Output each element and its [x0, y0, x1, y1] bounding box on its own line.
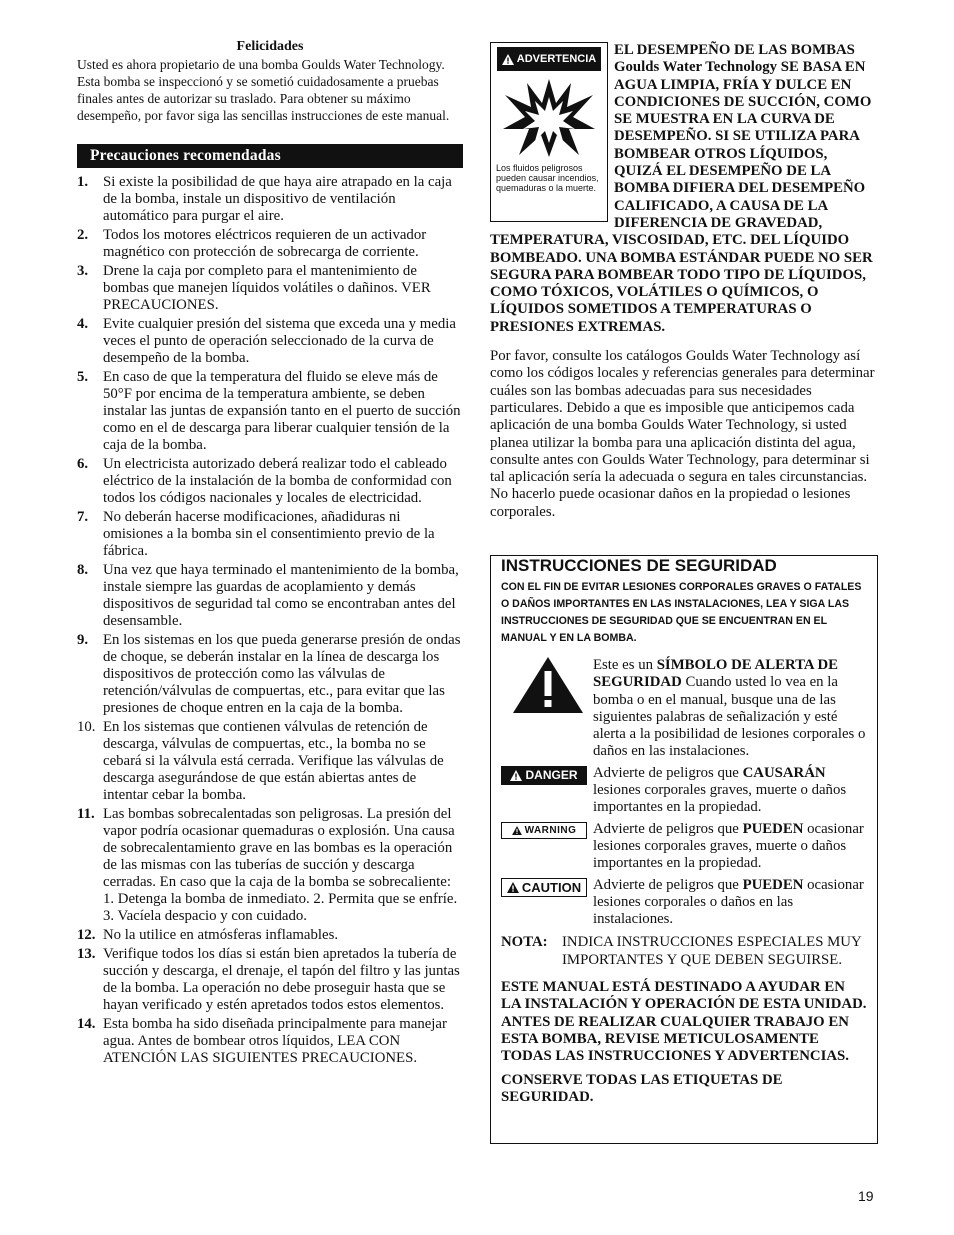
precautions-heading: Precauciones recomendadas: [77, 144, 463, 168]
list-item: 14. Esta bomba ha sido diseñada principalmente para manejar agua. Antes de bombear otros líquidos, LEA CON ATENCIÓN LAS SIGUIENTES PRECAUCIONES.: [77, 1016, 447, 1066]
warning-badge: WARNING: [501, 822, 587, 839]
safety-instructions-box: [490, 555, 878, 1144]
list-item: 5. En caso de que la temperatura del fluido se eleve más de 50°F por encima de la temperatura ambiente, se deben instalar las juntas de expansión tanto en el puerto de succión como en el de descarga para liberar cualquier tensión de la caja de la bomba.: [77, 369, 461, 453]
nota-text: INDICA INSTRUCCIONES ESPECIALES MUY IMPORTANTES Y QUE DEBEN SEGUIRSE.: [562, 934, 862, 968]
advertencia-section: [490, 42, 878, 336]
list-item: 7. No deberán hacerse modificaciones, añadiduras ni omisiones a la bomba sin el consentimiento previo de la fábrica.: [77, 509, 435, 559]
intro-body: Usted es ahora propietario de una bomba Goulds Water Technology. Esta bomba se inspeccionó y se sometió cuidadosamente a pruebas finales antes de autorizar su traslado. Para obtener su máximo desempeño, por favor siga las sencillas instrucciones de este manual.: [77, 57, 450, 123]
advertencia-box: [490, 42, 608, 222]
right-column: [490, 42, 878, 521]
list-item: 2. Todos los motores eléctricos requieren de un activador magnético con protección de sobrecarga de corriente.: [77, 227, 427, 260]
nota-row: [501, 934, 867, 969]
left-column: [77, 38, 463, 1069]
manual-notice: ESTE MANUAL ESTÁ DESTINADO A AYUDAR EN LA INSTALACIÓN Y OPERACIÓN DE ESTA UNIDAD. ANTES DE REALIZAR CUALQUIER TRABAJO EN ESTA BOMBA, REVISE METICULOSAMENTE TODAS LAS INSTRUCCIONES Y ADVERTENCIAS.: [501, 979, 867, 1065]
safety-title: INSTRUCCIONES DE SEGURIDAD: [501, 556, 777, 575]
alert-triangle-icon: [502, 54, 514, 65]
list-item: 13. Verifique todos los días si están bien apretados la tubería de succión y descarga, el drenaje, el tapón del filtro y las juntas de la bomba. La operación no debe proseguir hasta que se hayan verificado y estén apretados todos estos elementos.: [77, 946, 460, 1013]
list-item: 1. Si existe la posibilidad de que haya aire atrapado en la caja de la bomba, instale un dispositivo de ventilación automático para purgar el aire.: [77, 174, 452, 224]
list-item: 11. Las bombas sobrecalentadas son peligrosas. La presión del vapor podría ocasionar quemaduras o explosión. Una causa de sobrecalentamiento grave en las bombas es la operación de las mismas con las tuberías de succión y descarga cerradas. En caso que la caja de la bomba se sobrecaliente: 1. Detenga la bomba de inmediato. 2. Permita que se enfríe. 3. Vacíela despacio y con cuidado.: [77, 806, 458, 924]
safety-alert-symbol-icon: [513, 657, 583, 713]
alert-triangle-icon: [507, 882, 519, 893]
advertencia-text: EL DESEMPEÑO DE LAS BOMBAS Goulds Water Technology SE BASA EN AGUA LIMPIA, FRÍA Y DULCE EN CONDICIONES DE SUCCIÓN, COMO SE MUESTRA EN LA CURVA DE DESEMPEÑO. SI SE UTILIZA PARA BOMBEAR OTROS LÍQUIDOS, QUIZÁ EL DESEMPEÑO DE LA BOMBA DIFIERA DEL DESEMPEÑO CALIFICADO, A CAUSA DE LA DIFERENCIA DE GRAVEDAD, TEMPERATURA, VISCOSIDAD, ETC. DEL LÍQUIDO BOMBEADO. UNA BOMBA ESTÁNDAR PUEDE NO SER SEGURA PARA BOMBEAR TODO TIPO DE LÍQUIDOS, COMO TÓXICOS, VOLÁTILES O QUÍMICOS, O LÍQUIDOS SOMETIDOS A TEMPERATURAS O PRESIONES EXTREMAS.: [490, 42, 873, 335]
conserve-notice: CONSERVE TODAS LAS ETIQUETAS DE SEGURIDAD.: [501, 1071, 783, 1105]
alert-symbol-row: Este es un SÍMBOLO DE ALERTA DE SEGURIDAD Cuando usted lo vea en la bomba o en el manual, busque una de las siguientes palabras de señalización y esté alerta a la posibilidad de lesiones corporales o daños en las instalaciones.: [501, 657, 867, 761]
list-item: 12. No la utilice en atmósferas inflamables.: [77, 927, 339, 943]
nota-label: NOTA:: [501, 934, 548, 951]
list-item: 9. En los sistemas en los que pueda generarse presión de ondas de choque, se deberán instalar en la línea de descarga los dispositivos de protección como las válvulas de retención/válvulas de compuertas, etc., para evitar que las presiones de choque entren en la caja de la bomba.: [77, 632, 461, 716]
consult-paragraph: Por favor, consulte los catálogos Goulds Water Technology así como los códigos locales y referencias generales para determinar cuáles son las bombas adecuadas para sus necesidades particulares. Debido a que es imposible que anticipemos cada aplicación de una bomba Goulds Water Technology, si usted planea utilizar la bomba para una aplicación distinta del agua, consulte antes con Goulds Water Technology, para determinar si tal aplicación sería la adecuada o segura en tales circunstancias. No hacerlo puede ocasionar daños en la propiedad o lesiones corporales.: [490, 348, 875, 520]
page-number: 19: [858, 1188, 874, 1204]
precautions-list: [77, 174, 463, 1067]
caution-badge: CAUTION: [501, 878, 587, 897]
alert-triangle-icon: [510, 770, 522, 781]
explosion-icon: [501, 77, 597, 159]
intro-title: Felicidades: [236, 39, 304, 54]
caution-row: CAUTION Advierte de peligros que PUEDEN ocasionar lesiones corporales o daños en las instalaciones.: [501, 877, 867, 929]
list-item: 6. Un electricista autorizado deberá realizar todo el cableado eléctrico de la instalación de la bomba de conformidad con todos los códigos nacionales y locales de electricidad.: [77, 456, 452, 506]
list-item: 3. Drene la caja por completo para el mantenimiento de bombas que manejen líquidos volátiles o dañinos. VER PRECAUCIONES.: [77, 263, 431, 313]
list-item: 4. Evite cualquier presión del sistema que exceda una y media veces el punto de operación seleccionado de la curva de desempeño de la bomba.: [77, 316, 456, 366]
alert-triangle-icon: [512, 826, 522, 835]
danger-row: DANGER Advierte de peligros que CAUSARÁN lesiones corporales graves, muerte o daños importantes en la propiedad.: [501, 765, 867, 817]
list-item: 8. Una vez que haya terminado el mantenimiento de la bomba, instale siempre las guardas de acoplamiento y demás dispositivos de seguridad tal como se encontraban antes del desensamble.: [77, 562, 459, 629]
advertencia-label: ADVERTENCIA: [497, 47, 601, 71]
danger-badge: DANGER: [501, 766, 587, 785]
safety-lead: CON EL FIN DE EVITAR LESIONES CORPORALES GRAVES O FATALES O DAÑOS IMPORTANTES EN LAS INSTALACIONES, LEA Y SIGA LAS INSTRUCCIONES DE SEGURIDAD QUE SE ENCUENTRAN EN EL MANUAL Y EN LA BOMBA.: [501, 581, 862, 644]
warning-row: WARNING Advierte de peligros que PUEDEN ocasionar lesiones corporales graves, muerte o daños importantes en la propiedad.: [501, 821, 867, 873]
advertencia-caption: Los fluidos peligrosos pueden causar incendios, quemaduras o la muerte.: [496, 163, 599, 193]
list-item: 10. En los sistemas que contienen válvulas de retención de descarga, válvulas de compuertas, etc., la bomba no se cebará si la válvula está cerrada. Verifique las válvulas de descarga asegurándose de que están abiertas antes de intentar cebar la bomba.: [77, 719, 444, 803]
